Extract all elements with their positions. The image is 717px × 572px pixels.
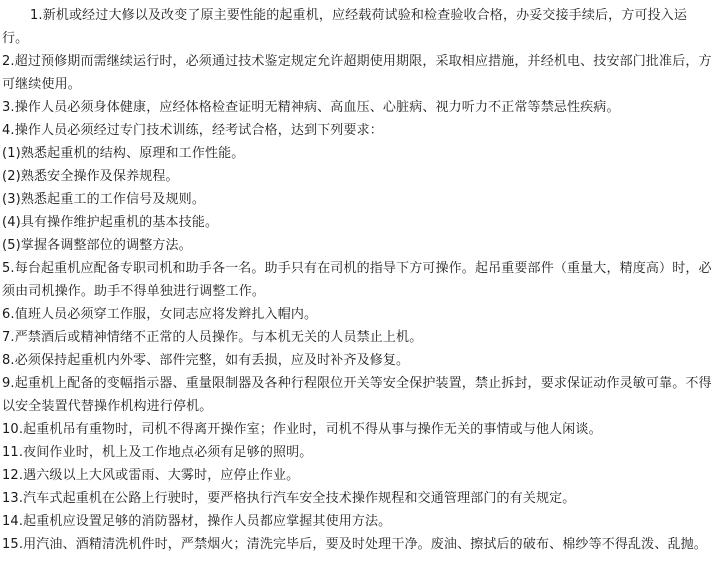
paragraph-14: 14.起重机应设置足够的消防器材，操作人员都应掌握其使用方法。: [2, 514, 392, 529]
paragraph-3: 3.操作人员必须身体健康，应经体格检查证明无精神病、高血压、心脏病、视力听力不正常等禁忌性疾病。: [2, 100, 620, 115]
paragraph-15: 15.用汽油、酒精清洗机件时，严禁烟火；清洗完毕后，要及时处理干净。废油、擦拭后的破布、棉纱等不得乱泼、乱抛。: [2, 537, 707, 552]
paragraph-11: 11.夜间作业时，机上及工作地点必须有足够的照明。: [2, 445, 313, 460]
paragraph-9: 9.起重机上配备的变幅指示器、重量限制器及各种行程限位开关等安全保护装置，禁止拆封，要求保证动作灵敏可靠。不得以安全装置代替操作机构进行停机。: [2, 376, 712, 414]
paragraph-8: 8.必须保持起重机内外零、部件完整，如有丢损，应及时补齐及修复。: [2, 353, 410, 368]
paragraph-10: 10.起重机吊有重物时，司机不得离开操作室；作业时，司机不得从事与操作无关的事情或与他人闲谈。: [2, 422, 602, 437]
paragraph-5: 5.每台起重机应配备专职司机和助手各一名。助手只有在司机的指导下方可操作。起吊重要部件（重量大，精度高）时，必须由司机操作。助手不得单独进行调整工作。: [2, 261, 712, 299]
sub-item-1: (1)熟悉起重机的结构、原理和工作性能。: [2, 146, 245, 161]
paragraph-2: 2.超过预修期而需继续运行时，必须通过技术鉴定规定允许超期使用期限，采取相应措施，并经机电、技安部门批准后，方可继续使用。: [2, 54, 712, 92]
sub-item-3: (3)熟悉起重工的工作信号及规则。: [2, 192, 205, 207]
sub-item-5: (5)掌握各调整部位的调整方法。: [2, 238, 192, 253]
sub-item-4: (4)具有操作维护起重机的基本技能。: [2, 215, 219, 230]
paragraph-12: 12.遇六级以上大风或雷雨、大雾时，应停止作业。: [2, 468, 300, 483]
paragraph-1: 1.新机或经过大修以及改变了原主要性能的起重机，应经载荷试验和检查验收合格，办妥交接手续后，方可投入运行。: [2, 8, 688, 46]
paragraph-7: 7.严禁酒后或精神情绪不正常的人员操作。与本机无关的人员禁止上机。: [2, 330, 423, 345]
paragraph-13: 13.汽车式起重机在公路上行驶时，要严格执行汽车安全技术操作规程和交通管理部门的有关规定。: [2, 491, 576, 506]
paragraph-6: 6.值班人员必须穿工作服，女同志应将发辫扎入帽内。: [2, 307, 318, 322]
sub-item-2: (2)熟悉安全操作及保养规程。: [2, 169, 179, 184]
paragraph-4: 4.操作人员必须经过专门技术训练，经考试合格，达到下列要求：: [2, 123, 383, 138]
